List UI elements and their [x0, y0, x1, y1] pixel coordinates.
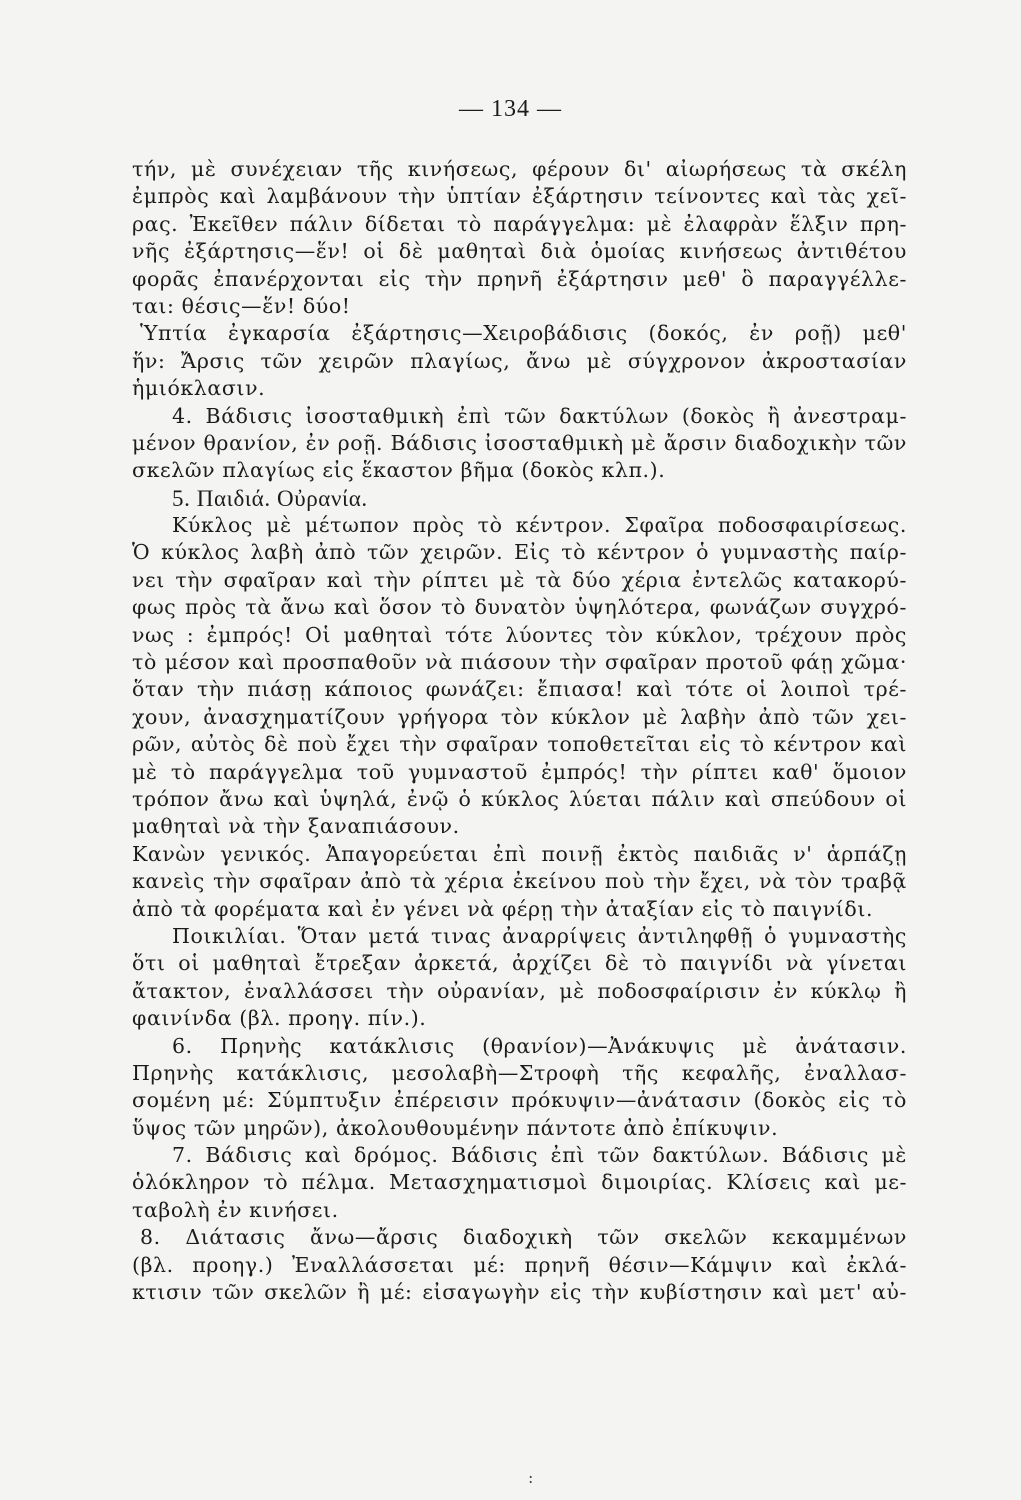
text-line: 7. Βάδισις καὶ δρόμος. Βάδισις ἐπὶ τῶν δακτύλων. Βάδισις μὲ [172, 1143, 907, 1168]
footer-mark: : [528, 1468, 534, 1487]
text-line: Ὁ κύκλος λαβὴ ἀπὸ τῶν χειρῶν. Εἰς τὸ κέντρον ὁ γυμναστὴς παίρ- [132, 540, 907, 565]
text-line: ἡμιόκλασιν. [132, 376, 266, 401]
text-line: ἐμπρὸς καὶ λαμβάνουν τὴν ὑπτίαν ἐξάρτησιν τείνοντες καὶ τὰς χεῖ- [132, 184, 907, 209]
text-line: Πρηνὴς κατάκλισις, μεσολαβὴ—Στροφὴ τῆς κεφαλῆς, ἐναλλασ- [132, 1060, 907, 1085]
text-line: σομένη μέ: Σύμπτυξιν ἐπέρεισιν πρόκυψιν—ἀνάτασιν (δοκὸς εἰς τὸ [132, 1088, 907, 1113]
text-line: τήν, μὲ συνέχειαν τῆς κινήσεως, φέρουν δι' αἰωρήσεως τὰ σκέλη [132, 157, 907, 181]
text-line: νῆς ἐξάρτησις—ἕν! οἱ δὲ μαθηταὶ διὰ ὁμοίας κινήσεως ἀντιθέτου [132, 239, 907, 264]
text-line: 5. Παιδιά. Οὐρανία. [172, 485, 368, 511]
text-line: ἀπὸ τὰ φορέματα καὶ ἐν γένει νὰ φέρῃ τὴν ἀταξίαν εἰς τὸ παιγνίδι. [132, 896, 874, 921]
text-line: ὅτι οἱ μαθηταὶ ἔτρεξαν ἀρκετά, ἀρχίζει δὲ τὸ παιγνίδι νὰ γίνεται [132, 951, 907, 976]
text-line: ὕψος τῶν μηρῶν), ἀκολουθουμένην πάντοτε ἀπὸ ἐπίκυψιν. [132, 1115, 779, 1140]
text-line: Κύκλος μὲ μέτωπον πρὸς τὸ κέντρον. Σφαῖρα ποδοσφαιρίσεως. [172, 513, 907, 538]
text-line: φως πρὸς τὰ ἄνω καὶ ὅσον τὸ δυνατὸν ὑψηλότερα, φωνάζων συγχρό- [132, 595, 907, 620]
text-line: ὅταν τὴν πιάσῃ κάποιος φωνάζει: ἔπιασα! καὶ τότε οἱ λοιποὶ τρέ- [132, 677, 907, 702]
text-line: μὲ τὸ παράγγελμα τοῦ γυμναστοῦ ἐμπρός! τὴν ρίπτει καθ' ὅμοιον [132, 759, 907, 784]
text-line: φαινίνδα (βλ. προηγ. πίν.). [132, 1006, 427, 1031]
text-line: ται: θέσις—ἕν! δύο! [132, 293, 351, 318]
text-line: τὸ μέσον καὶ προσπαθοῦν νὰ πιάσουν τὴν σφαῖραν προτοῦ φάῃ χῶμα· [132, 650, 907, 675]
text-line: νως : ἐμπρός! Οἱ μαθηταὶ τότε λύοντες τὸν κύκλον, τρέχουν πρὸς [132, 622, 907, 647]
text-line: μαθηταὶ νὰ τὴν ξαναπιάσουν. [132, 814, 460, 839]
body-text [132, 156, 907, 1306]
text-line: 8. Διάτασις ἄνω—ἄρσις διαδοχικὴ τῶν σκελῶν κεκαμμένων [140, 1225, 907, 1250]
text-line: μένον θρανίον, ἐν ροῇ. Βάδισις ἰσοσταθμικὴ μὲ ἄρσιν διαδοχικὴν τῶν [132, 430, 907, 455]
text-line: χουν, ἀνασχηματίζουν γρήγορα τὸν κύκλον μὲ λαβὴν ἀπὸ τῶν χει- [132, 704, 907, 729]
text-line: ρας. Ἐκεῖθεν πάλιν δίδεται τὸ παράγγελμα: μὲ ἐλαφρὰν ἕλξιν πρη- [132, 211, 907, 236]
text-line: νει τὴν σφαῖραν καὶ τὴν ρίπτει μὲ τὰ δύο χέρια ἐντελῶς κατακορύ- [132, 567, 907, 592]
text-line: Ὑπτία ἐγκαρσία ἐξάρτησις—Χειροβάδισις (δοκός, ἐν ροῇ) μεθ' [140, 321, 907, 346]
text-line: (βλ. προηγ.) Ἐναλλάσσεται μέ: πρηνῆ θέσιν—Κάμψιν καὶ ἐκλά- [132, 1252, 907, 1277]
text-line: Ποικιλίαι. Ὅταν μετά τινας ἀναρρίψεις ἀντιληφθῇ ὁ γυμναστὴς [172, 923, 907, 948]
text-line: κανεὶς τὴν σφαῖραν ἀπὸ τὰ χέρια ἐκείνου ποὺ τὴν ἔχει, νὰ τὸν τραβᾷ [132, 869, 907, 894]
text-line: ταβολὴ ἐν κινήσει. [132, 1197, 339, 1222]
text-line: τρόπον ἄνω καὶ ὑψηλά, ἐνῷ ὁ κύκλος λύεται πάλιν καὶ σπεύδουν οἱ [132, 786, 907, 811]
text-line: ὁλόκληρον τὸ πέλμα. Μετασχηματισμοὶ διμοιρίας. Κλίσεις καὶ με- [132, 1170, 907, 1195]
text-line: σκελῶν πλαγίως εἰς ἕκαστον βῆμα (δοκὸς κλπ.). [132, 458, 666, 483]
text-line: ἄτακτον, ἐναλλάσσει τὴν οὐρανίαν, μὲ ποδοσφαίρισιν ἐν κύκλῳ ἢ [132, 978, 907, 1003]
text-line: ρῶν, αὐτὸς δὲ ποὺ ἔχει τὴν σφαῖραν τοποθετεῖται εἰς τὸ κέντρον καὶ [132, 732, 907, 757]
page-number: — 134 — [459, 96, 562, 122]
text-line: 4. Βάδισις ἰσοσταθμικὴ ἐπὶ τῶν δακτύλων (δοκὸς ἢ ἀνεστραμ- [172, 403, 907, 428]
text-line: 6. Πρηνὴς κατάκλισις (θρανίον)—Ἀνάκυψις μὲ ἀνάτασιν. [172, 1033, 907, 1058]
text-line: κτισιν τῶν σκελῶν ἢ μέ: εἰσαγωγὴν εἰς τὴν κυβίστησιν καὶ μετ' αὐ- [132, 1280, 907, 1305]
text-line: Κανὼν γενικός. Ἀπαγορεύεται ἐπὶ ποινῇ ἐκτὸς παιδιᾶς ν' ἁρπάζῃ [132, 841, 907, 866]
text-line: φορᾶς ἐπανέρχονται εἰς τὴν πρηνῆ ἐξάρτησιν μεθ' ὃ παραγγέλλε- [132, 266, 907, 291]
text-line: ἥν: Ἄρσις τῶν χειρῶν πλαγίως, ἄνω μὲ σύγχρονον ἀκροστασίαν [132, 348, 907, 373]
